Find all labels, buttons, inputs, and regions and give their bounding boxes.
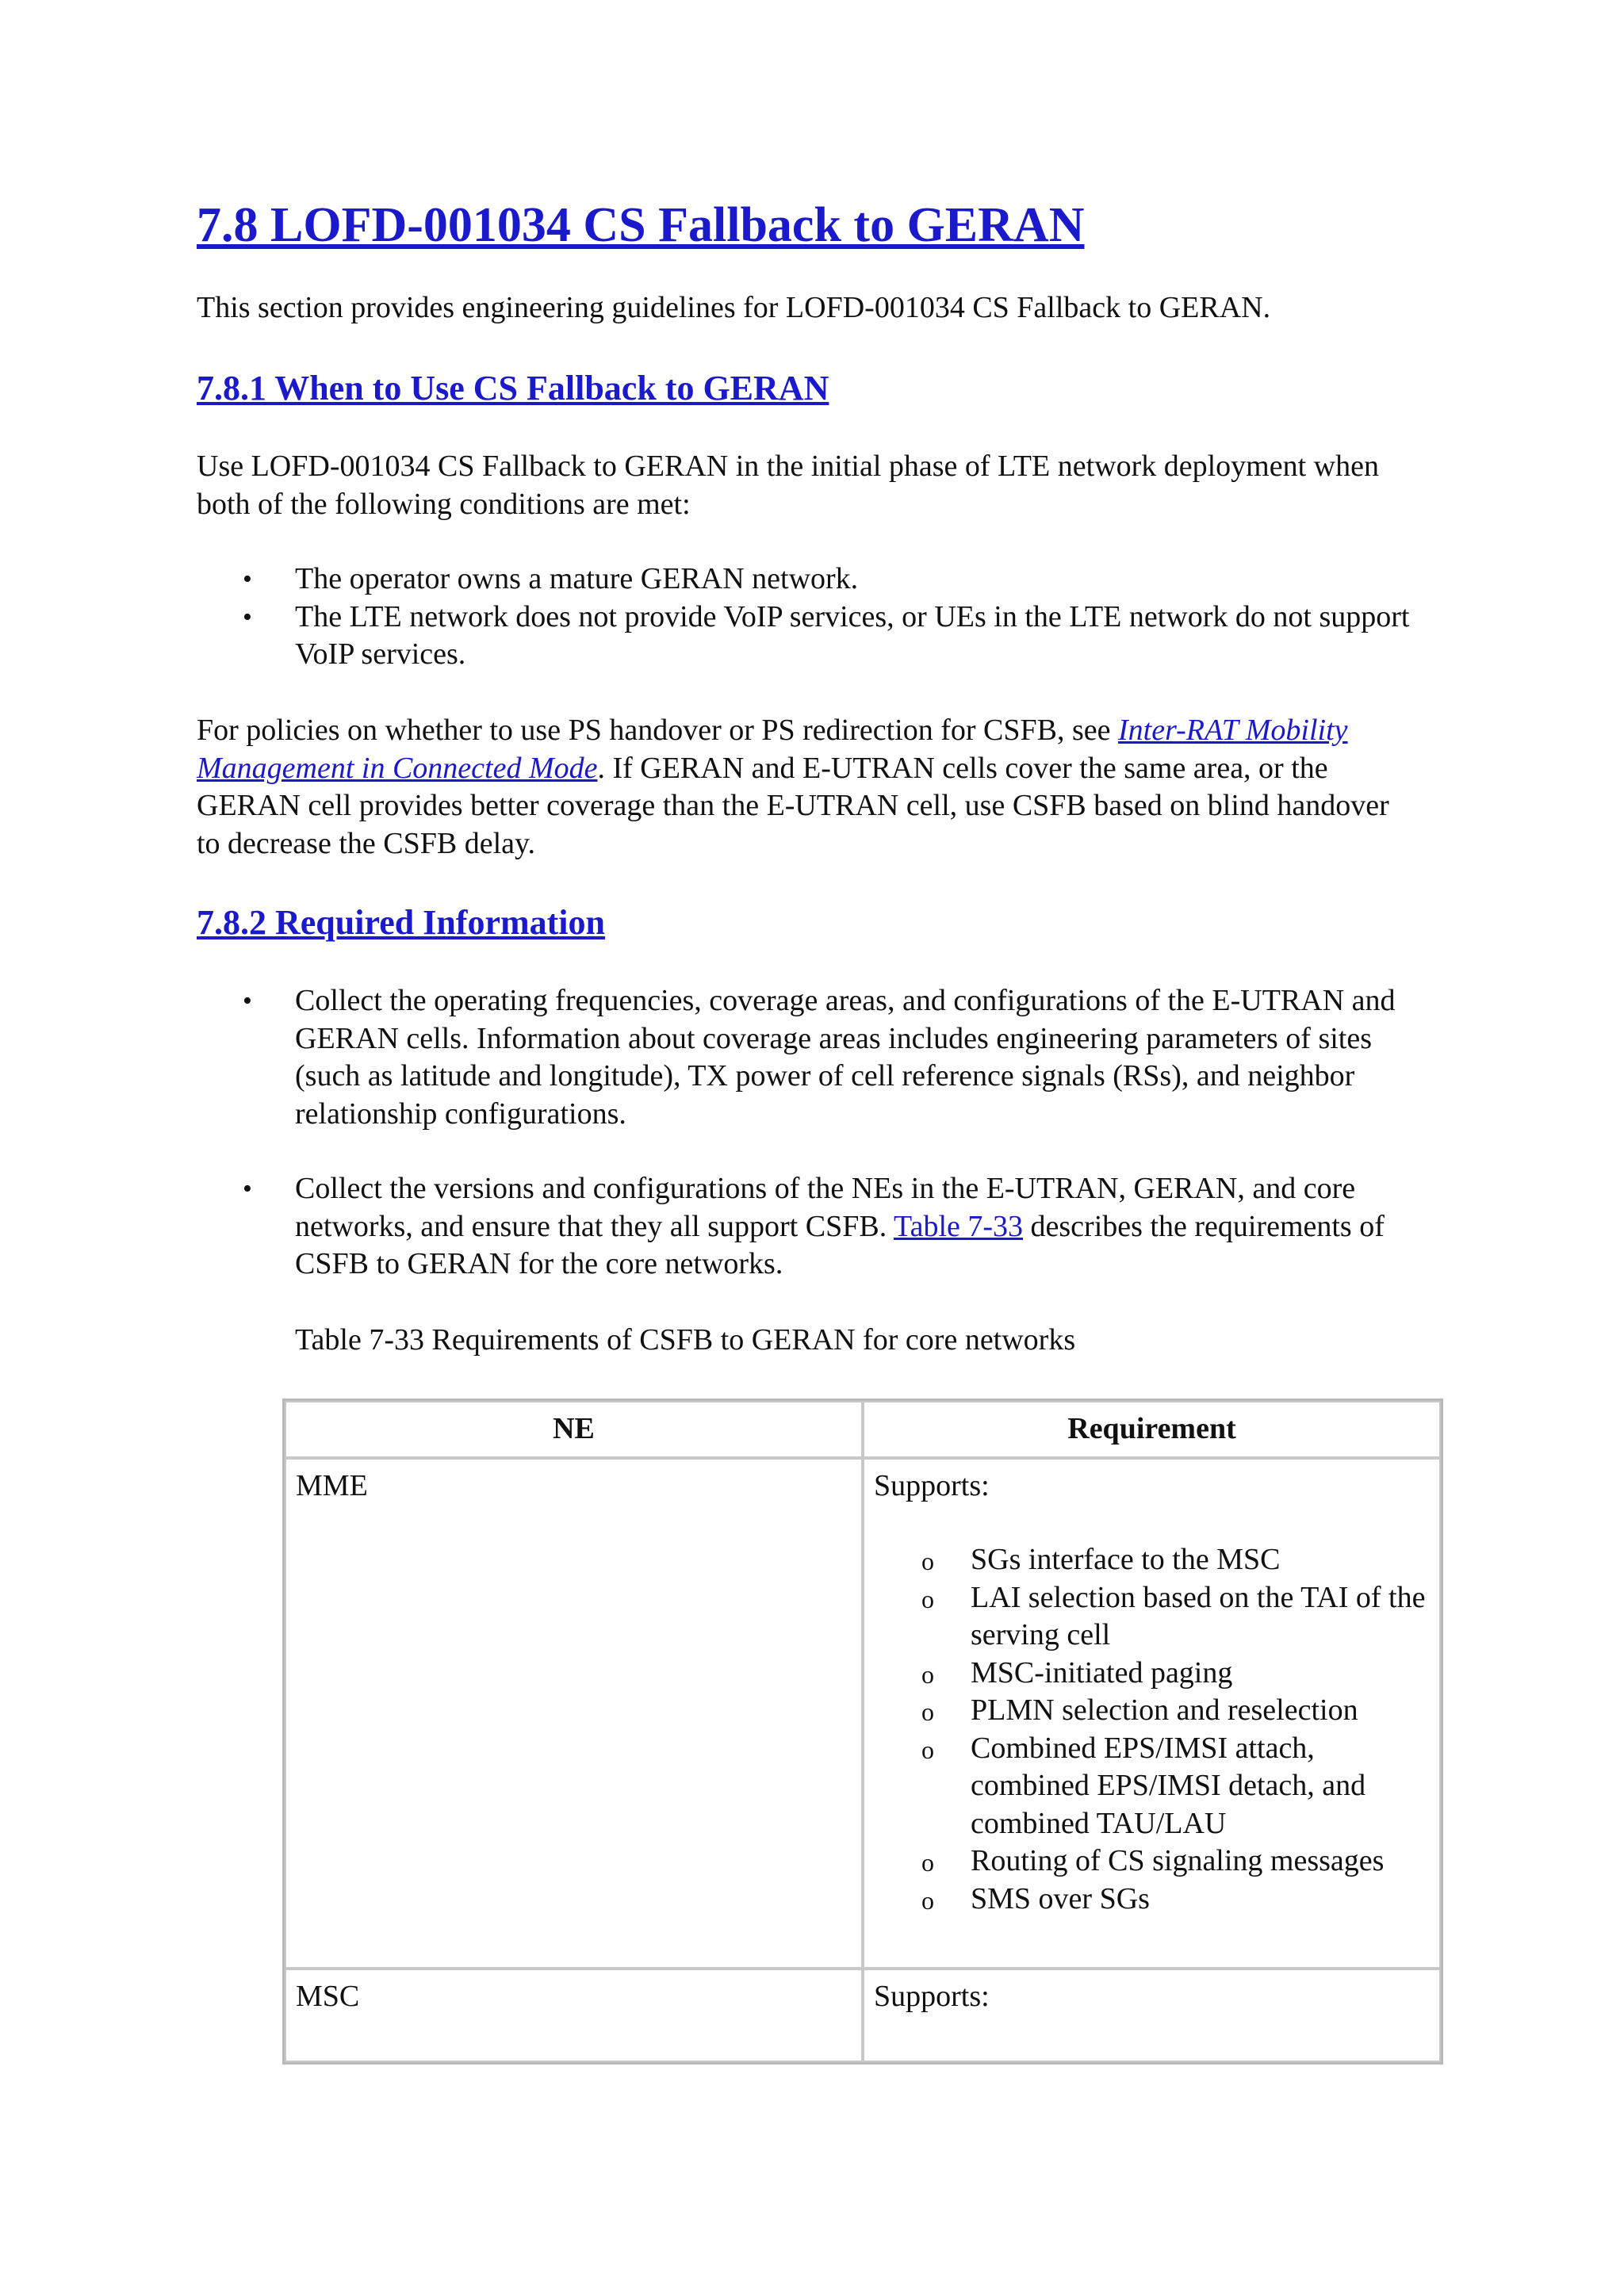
list-item [874, 1692, 1430, 1730]
circle-bullet-icon: o [921, 1848, 934, 1877]
bullet-icon: • [243, 1174, 252, 1203]
section-intro: This section provides engineering guidelines for LOFD-001034 CS Fallback to GERAN. [197, 291, 1271, 324]
required-info-text: Collect the operating frequencies, coverage areas, and configurations of the E-UTRAN and GERAN cells. Information about coverage areas includes engineering parameters of sites (such as latitude and longitude), TX power of cell reference signals (RSs), and neighbor relationship configurations. [295, 984, 1396, 1131]
list-item [874, 1579, 1430, 1655]
table-row [285, 1458, 1441, 1969]
table-7-33-link[interactable]: Table 7-33 [894, 1209, 1024, 1243]
requirement-item: Combined EPS/IMSI attach, combined EPS/IMSI detach, and combined TAU/LAU [971, 1731, 1366, 1840]
circle-bullet-icon: o [921, 1885, 934, 1915]
conditions-list [197, 561, 1418, 674]
requirement-cell [863, 1969, 1441, 2062]
circle-bullet-icon: o [921, 1659, 934, 1689]
bullet-icon: • [243, 564, 252, 594]
list-item [874, 1843, 1430, 1881]
policy-paragraph [197, 712, 1418, 863]
requirement-lead: Supports: [874, 1979, 990, 2013]
list-item [197, 561, 1418, 599]
section-heading[interactable]: 7.8 LOFD-001034 CS Fallback to GERAN [197, 198, 1085, 252]
list-item [874, 1881, 1430, 1919]
ne-cell: MME [285, 1458, 863, 1969]
when-to-use-intro: Use LOFD-001034 CS Fallback to GERAN in the initial phase of LTE network deployment when both of the following conditions are met: [197, 450, 1379, 521]
bullet-icon: • [243, 602, 252, 632]
requirement-item: SMS over SGs [971, 1881, 1150, 1915]
list-item [197, 599, 1418, 674]
circle-bullet-icon: o [921, 1584, 934, 1613]
condition-text: The LTE network does not provide VoIP services, or UEs in the LTE network do not support VoIP services. [295, 599, 1410, 671]
subsection-heading-when-to-use[interactable]: 7.8.1 When to Use CS Fallback to GERAN [197, 369, 829, 408]
subsection-heading-required-info[interactable]: 7.8.2 Required Information [197, 903, 605, 942]
requirements-table [282, 1399, 1443, 2064]
required-info-list [197, 982, 1418, 1133]
requirement-item: SGs interface to the MSC [971, 1543, 1281, 1576]
table-caption: Table 7-33 Requirements of CSFB to GERAN for core networks [295, 1323, 1076, 1357]
requirement-item: Routing of CS signaling messages [971, 1844, 1385, 1877]
list-item [874, 1655, 1430, 1693]
requirement-cell [863, 1458, 1441, 1969]
requirement-item: LAI selection based on the TAI of the serving cell [971, 1580, 1426, 1651]
requirement-list [874, 1541, 1430, 1918]
bullet-icon: • [243, 986, 252, 1016]
requirement-item: PLMN selection and reselection [971, 1693, 1358, 1727]
policy-text-pre: For policies on whether to use PS handover or PS redirection for CSFB, see [197, 714, 1119, 747]
column-header-requirement: Requirement [863, 1401, 1441, 1458]
table-header-row [285, 1401, 1441, 1458]
policy-text-post: . If GERAN and E-UTRAN cells cover the same area, or the GERAN cell provides better coverage than the E-UTRAN cell, use CSFB based on blind handover to decrease the CSFB delay. [197, 751, 1389, 860]
ne-cell: MSC [285, 1969, 863, 2062]
requirement-lead: Supports: [874, 1468, 990, 1502]
circle-bullet-icon: o [921, 1735, 934, 1764]
requirement-item: MSC-initiated paging [971, 1655, 1233, 1689]
required-info-list-2 [197, 1170, 1418, 1284]
circle-bullet-icon: o [921, 1697, 934, 1726]
inter-rat-mobility-link[interactable]: Inter-RAT Mobility Management in Connected Mode [197, 714, 1348, 785]
table-row [285, 1969, 1441, 2062]
required-info-text-pre: Collect the versions and configurations of the NEs in the E-UTRAN, GERAN, and core networks, and ensure that they all support CSFB. [295, 1172, 1356, 1243]
list-item [874, 1541, 1430, 1579]
required-info-text-post: describes the requirements of CSFB to GERAN for the core networks. [295, 1209, 1385, 1280]
list-item [197, 982, 1418, 1133]
circle-bullet-icon: o [921, 1547, 934, 1575]
column-header-ne: NE [285, 1401, 863, 1458]
list-item [874, 1730, 1430, 1843]
list-item [197, 1170, 1418, 1284]
condition-text: The operator owns a mature GERAN network. [295, 562, 859, 595]
